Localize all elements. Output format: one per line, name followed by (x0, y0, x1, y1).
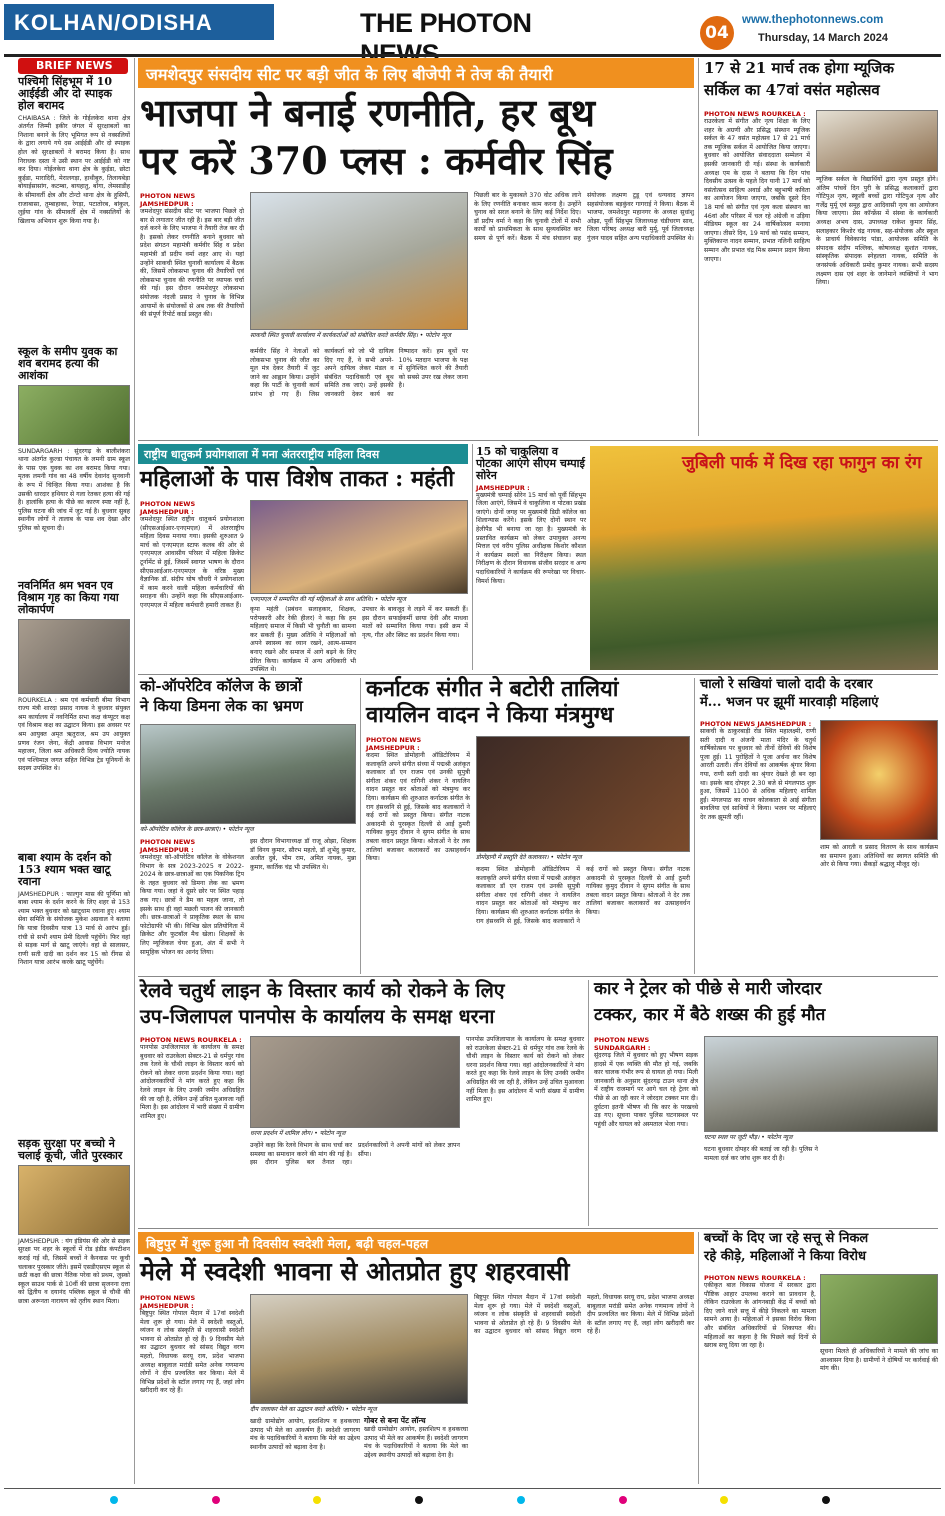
college-headline-line2: ने किया डिमना लेक का भ्रमण (140, 697, 303, 715)
womens-byline: PHOTON NEWS JAMSHEDPUR : (140, 500, 196, 516)
issue-date: Thursday, 14 March 2024 (758, 32, 889, 44)
music-photo (816, 110, 938, 172)
brief-story-4 (18, 852, 130, 1135)
violin-headline-line2: वायलिन वादन ने किया मंत्रमुग्ध (366, 702, 614, 728)
womens-body-2: कृपा महंती (प्रबंधन सलाहकार, शिक्षक, परोपकारी और रेकी हीलर) ने कहा कि हम महिलाएं समाज में किसी भी चुनौती का सामना कर सकती हैं। मुख्य अतिथि ने महिलाओं को अपने स्वास्थ्य का ध्यान रखने, आत्म-सम्मान बनाए रखने और समाज में आगे बढ़ने के लिए प्रेरित किया। कार्यक्रम में अन्य अधिकारी भी उपस्थित थे। (250, 606, 356, 674)
swadeshi-body-2: खादी ग्रामोद्योग आयोग, हस्तशिल्प व हथकरघा उत्पाद भी मेले का आकर्षण हैं। स्वदेशी जागरण मंच के पदाधिकारियों ने बताया कि मेले का उद्देश्य स्थानीय उत्पादों को बढ़ावा देना है। (250, 1418, 360, 1451)
brief-news-label: BRIEF NEWS (36, 59, 113, 72)
music-col1 (704, 110, 810, 424)
accident-photo-caption: घटना स्थल पर जुटी भीड़। • फोटोन न्यूज (704, 1134, 938, 1142)
brief-story-1 (18, 76, 130, 335)
womens-divider (472, 444, 473, 670)
reg-dot-magenta-2 (619, 1496, 627, 1504)
reg-dot-black-2 (822, 1496, 830, 1504)
swadeshi-body: बिष्टुपुर स्थित गोपाल मैदान में 17वां स्वदेशी मेला शुरू हो गया। मेले में स्वदेशी वस्तुओं, व्यंजन व लोक संस्कृति से शहरवासी स्वदेशी भावना से ओतप्रोत हो रहे हैं। 9 दिवसीय मेले का उद्घाटन बुधवार को सांसद विद्युत वरण महतो, विधायक सरयू राय, प्रदेश भाजपा अध्यक्ष बाबूलाल मरांडी समेत अनेक गणमान्य लोगों ने दीप प्रज्वलित कर किया। मेले में विभिन्न प्रदेशों के स्टॉल लगाए गए हैं, जहां लोग खरीदारी कर रहे हैं। (140, 1310, 244, 1395)
railway-col1 (140, 1036, 244, 1228)
brief-story-1-headline: पश्चिमी सिंहभूम में 10 आईईडी और दो स्पाइक होल बरामद (18, 75, 112, 112)
womens-headline: महिलाओं के पास विशेष ताकत : महंती (140, 466, 455, 492)
lead-photo (250, 192, 468, 330)
brief-story-3-photo (18, 619, 130, 694)
dadi-photo (820, 720, 938, 840)
brief-story-5-body: JAMSHEDPUR : यंग इंडियंस की ओर से सड़क सुरक्षा पर शहर के स्कूलों में रोड इंडीड कंपटीशन कराई गई थी, जिसमें बच्चों ने कैनवास पर कूची चलाकर पुरस्कार जीते। इसमें एसडीएसएम स्कूल से छठी कक्षा की छात्रा नैतिक परेवा को प्रथम, जुस्को स्कूल साउथ पार्क से 10वीं की छात्रा सृजनना दत्ता को द्वितीय व दयानंद पब्लिक स्कूल से चौथी की छात्रा अरूनता नारायण को तृतीय स्थान मिला। (18, 1237, 130, 1305)
lead-byline: PHOTON NEWS JAMSHEDPUR : (140, 192, 196, 208)
brief-story-3 (18, 580, 130, 847)
womens-body-1: जमशेदपुर स्थित राष्ट्रीय धातुकर्म प्रयोगशाला (सीएसआईआर-एनएमएल) में अंतरराष्ट्रीय महिला दिवस मनाया गया। इसकी शुरुआत 9 मार्च को एनएमएल स्टाफ कलब की ओर से एनएमएल आवासीय परिसर में महिला क्रिकेट टूर्नामेंट से हुई, जिसमें स्वागत भाषण के दौरान सीएसआईआर-एनएमएल के वरिष्ठ मुख्य वैज्ञानिक डॉ. संदीप घोष चौधरी ने प्रयोगशाला में काम करने वाली महिला कर्मचारियों की सराहना की। उन्होंने कहा कि सीएसआईआर-एनएमएल में महिला कर्मचारी हमारी ताकत हैं। (140, 516, 244, 609)
lead-body-3: कर्मवीर सिंह ने नेताओं को लोकसभा चुनाव की जीत का मूल मंत्र देकर तैयारी में जुट जाने का आह्वान किया। उन्होंने कहा कि पार्टी के चुनावी कार्य प्रारंभ हो गए हैं। जिस कार्यकर्ता को जो भी दायित्व दिए गए हैं, वे सभी अपने-अपने दायित्व लेकर मंडल व संबंधित पदाधिकारी एवं बूथ समिति तक जाएं। उन्हें इसकी जानकारी देकर कार्य का निष्पादन करें। हम बूथों पर 10% मतदान भाजपा के पक्ष में सुनिश्चित करने की तैयारी को सबसे उपर रख लेकर जाना है। (250, 348, 468, 398)
railway-body: पानपोस उपजिलापाल के कार्यालय के समक्ष बुधवार को राउरकेला सेक्टर-21 से धर्मपुर गांव तक रेलवे के चौथी लाइन के विस्तार कार्य को रोकने को लेकर धरना प्रदर्शन किया गया। वहां आंदोलनकारियों ने मांग करते हुए कहा कि रेलवे लाइन के लिए उनकी जमीन अधिग्रहित की जा रही है, लेकिन उन्हें उचित मुआवजा नहीं मिला है। इस आंदोलन में भारी संख्या में ग्रामीण शामिल हुए। (140, 1044, 244, 1120)
railway-body-3: पानपोस उपजिलापाल के कार्यालय के समक्ष बुधवार को राउरकेला सेक्टर-21 से धर्मपुर गांव तक रेलवे के चौथी लाइन के विस्तार कार्य को रोकने को लेकर धरना प्रदर्शन किया गया। वहां आंदोलनकारियों ने मांग करते हुए कहा कि रेलवे लाइन के लिए उनकी जमीन अधिग्रहित की जा रही है, लेकिन उन्हें उचित मुआवजा नहीं मिला है। इस आंदोलन में भारी संख्या में ग्रामीण शामिल हुए। (466, 1036, 584, 1104)
accident-byline: PHOTON NEWS SUNDARGARH : (594, 1036, 651, 1052)
sattu-body-2: सूचना मिलते ही अधिकारियों ने मामले की जांच का आश्वासन दिया है। ग्रामीणों ने दोषियों पर कार्रवाई की मांग की। (820, 1348, 938, 1373)
college-col1 (140, 838, 244, 978)
college-photo (140, 724, 356, 824)
masthead-title: THE PHOTON (360, 8, 532, 38)
railway-photo-caption: धरना प्रदर्शन में शामिल लोग। • फोटोन न्यूज (250, 1130, 460, 1138)
accident-headline-line2: टक्कर, कार में बैठे शख्स की हुई मौत (594, 1005, 826, 1025)
swadeshi-headline: मेले में स्वदेशी भावना से ओतप्रोत हुए शहरवासी (140, 1257, 570, 1286)
swadeshi-divider (698, 1232, 699, 1484)
womens-photo (250, 500, 468, 594)
section-rule-2 (138, 674, 938, 675)
music-body-2: म्यूजिक सर्कल के विद्यार्थियों द्वारा नृत्य प्रस्तुत होंगे। अंतिम पांचवें दिन पुरी के प्रसिद्ध कलाकारों द्वारा गोटिपुअ नृत्य, स्कूली बच्चों द्वारा गोटिपुअ नृत्य और गर्जेंद्र मुर्मू एवं समूह द्वारा आदिवासी नृत्य का आयोजन किया जाएगा। प्रेस कॉन्फ्रेंस में संस्था के कार्यकारी अध्यक्ष अभय दास, उपाध्यक्ष राकेश कुमार सिंह, सलाहकार किशोर चंद्र नायक, सह-संयोजक और स्कूल के प्राचार्य विवेकानंद पांडा, आयोजक समिति के संपादक संदीप मल्लिक, कोषाध्यक्ष सुशांत नायक, सांस्कृतिक संपादक स्नेहलता नायक, समिति के जनसंपर्क अधिकारी प्रमोद कुमार नायक। सभी सदस्य लक्ष्मण दास एवं शहर के जानेमाने व्यक्तियों ने भाग लिया। (816, 176, 938, 287)
sattu-headline-line2: रहे कीड़े, महिलाओं ने किया विरोध (704, 1249, 866, 1264)
lead-headline-line1: भाजपा ने बनाई रणनीति, हर बूथ (140, 90, 596, 135)
brief-story-2-headline: स्कूल के समीप युवक का शव बरामद हत्या की आशंका (18, 345, 118, 382)
lead-kicker (138, 58, 694, 88)
accident-col1 (594, 1036, 698, 1236)
champai-byline: JAMSHEDPUR : (476, 483, 530, 492)
accident-body-2: घटना बुधवार दोपहर की बताई जा रही है। पुलिस ने मामला दर्ज कर जांच शुरू कर दी है। (704, 1146, 818, 1162)
brief-story-2-body: SUNDARGARH : सुंदरगढ़ के बालीशंकरा थाना अंतर्गत कुल्डा पंचायत के लमनी ग्राम स्कूल के पास एक युवक का शव बरामद किया गया। मृतक लमनी गांव का 48 वर्षीय देवानंद सुनवानी के रूप में चिन्हित किया गया। आशंका है कि उसकी धारदार हथियार से गला रेतकर हत्या की गई है। हालांकि हत्या के पीछे का कारण स्पष्ट नहीं है, पुलिस घटना की जांच में जुट गई है। बुधवार सुबह स्थानीय लोगों ने तालाब के पास शव देखा और पुलिस को सूचना दी। (18, 447, 130, 532)
brief-story-2 (18, 346, 130, 590)
railway-byline: PHOTON NEWS ROURKELA : (140, 1036, 242, 1044)
sattu-body: एकीकृत बाल विकास योजना में सरकार द्वारा पौष्टिक आहार उपलब्ध कराने का प्रावधान है, लेकिन राउरकेला के आंगनबाड़ी केंद्र में बच्चों को दिए जाने वाले सत्तू में कीड़े निकलने का मामला सामने आया है। महिलाओं ने इसका विरोध किया और संबंधित अधिकारियों से शिकायत की। महिलाओं का कहना है कि पिछले कई दिनों से खराब सत्तू दिया जा रहा है। (704, 1282, 816, 1350)
jubilee-photo (590, 446, 938, 670)
sattu-headline-line1: बच्चों के दिए जा रहे सत्तू से निकल (704, 1231, 869, 1246)
registration-marks (110, 1496, 830, 1506)
violin-divider (694, 678, 695, 974)
champai-headline: 15 को चाकुलिया व पोटका आएंगे सीएम चम्पाई सोरेन (476, 445, 585, 482)
reg-dot-cyan (110, 1496, 118, 1504)
swadeshi-kicker-text: बिष्टुपुर में शुरू हुआ नौ दिवसीय स्वदेशी मेला, बढ़ी चहल-पहल (146, 1236, 429, 1251)
womens-photo-caption: एनएमएल में सम्मानित की गई महिलाओं के साथ अतिथि। • फोटोन न्यूज (250, 596, 468, 604)
lead-col1 (140, 192, 244, 448)
lead-photo-caption: साकची स्थित चुनावी कार्यालय में कार्यकर्ताओं को संबोधित करते कर्मवीर सिंह। • फोटोन न्यूज (250, 332, 468, 340)
lead-kicker-text: जमशेदपुर संसदीय सीट पर बड़ी जीत के लिए बीजेपी ने तेज की तैयारी (146, 65, 553, 84)
dadi-col1 (700, 720, 816, 970)
college-headline-line1: को-ऑपरेटिव कॉलेज के छात्रों (140, 677, 302, 695)
brief-story-4-headline: बाबा श्याम के दर्शन को 153 श्याम भक्त खाटू रवाना (18, 851, 112, 888)
reg-dot-cyan-2 (517, 1496, 525, 1504)
womens-kicker (138, 444, 468, 464)
swadeshi-col1 (140, 1294, 244, 1486)
railway-photo (250, 1036, 460, 1128)
sattu-photo (820, 1274, 938, 1344)
section-label-text: KOLHAN/ODISHA (14, 10, 213, 35)
footer-rule (4, 1488, 941, 1489)
masthead-rule (4, 54, 941, 57)
college-photo-caption: को-ऑपरेटिव कॉलेज के छात्र-छात्राएं। • फोटोन न्यूज (140, 826, 356, 834)
brief-story-4-body: JAMSHEDPUR : फाल्गुन मास की पूर्णिमा को बाबा श्याम के दर्शन करने के लिए शहर से 153 श्याम भक्त बुधवार को खाटूधाम रवाना हुए। श्याम सेवा समिति के संयोजक मुकेश अग्रवाल ने बताया कि यात्रा दिवसीय यात्रा 13 मार्च से आरंभ हुई। रांची से सभी श्याम प्रेमी दिल्ली पहुंचेंगे। फिर वहां से सड़क मार्ग से खाटू जाएंगे। वहां से सालासर, राणी सती दादी का दर्शन कर 15 को रींगस से निशान यात्रा आरंभ करके खाटू पहुंचेंगे। (18, 890, 130, 967)
brief-story-5 (18, 1138, 130, 1468)
college-divider (360, 678, 361, 974)
lead-body-1: जमशेदपुर संसदीय सीट पर भाजपा पिछले दो बार से लगातार जीत रही है। इस बार बड़ी जीत दर्ज करने के लिए भाजपा ने तैयारी तेज कर दी है। इसको लेकर रणनीति बनाने बुधवार को प्रदेश संगठन महामंत्री कर्मवीर सिंह व प्रदेश महामंत्री डॉ प्रदीप वर्मा शहर आए थे। यहां उन्होंने साकची स्थित चुनावी कार्यालय में बैठक की, जिसमें लोकसभा चुनाव की तैयारियों एवं लोकसभा चुनाव की रणनीति पर व्यापक चर्चा की गई। इस दौरान जमशेदपुर लोकसभा संयोजक नंदजी प्रसाद ने चुनाव के विभिन्न आयामों के संयोजकों से अब तक की तैयारियों की संपूर्ण रिपोर्ट कार्ड प्रस्तुत की। (140, 208, 244, 319)
violin-photo-caption: डोमोहानी में प्रस्तुति देते कलाकार। • फोटोन न्यूज (476, 854, 690, 862)
dadi-body: साकची के ठाकुरबाड़ी रोड स्थित महालक्ष्मी, राणी सती दादी व अंजनी माता मंदिर के चतुर्थ वार्षिकोत्सव पर बुधवार को तीनों देवियों की विशेष पूजा हुई। 11 पुरोहितों ने पूजा अर्चना कर विशेष आरती उतारी। तीन देवियों का आकर्षक श्रृंगार किया गया, राणी सती दादी का श्रृंगार देखते ही बन रहा था। इसके बाद दोपहर 2.30 बजे से मंगलपाठ शुरू हुआ, जिसमें 1100 से अधिक महिलाएं शामिल हुईं। मंगलपाठ का वाचन कोलकाता से आई संगीता बावलिया एवं साथियों ने किया। भजन पर महिलाएं देर तक झूमती रहीं। (700, 728, 816, 821)
section-rule-3 (138, 976, 938, 977)
college-byline: PHOTON NEWS JAMSHEDPUR : (140, 838, 196, 854)
college-body-1: जमशेदपुर को-ऑपरेटिव कॉलेज के वोकेशनल विभाग के सत्र 2023-2025 व 2022-2024 के छात्र-छात्राओं का एक पिकनिक ट्रिप के तहत बुधवार को डिमना लेक का भ्रमण किया गया। जहां वे दूसरे छोर पर स्थित पहाड़ तक गए। छात्रों ने डैम का महत्व जाना, तो इसके साथ ही वहां मछली पालन की जानकारी ली। छात्र-छात्राओं ने प्राकृतिक स्थल के साथ फोटोग्राफी भी की। विभिन्न खेल प्रतियोगिता में क्रिकेट और फुटबॉल मैच खेला। शिक्षकों के लिए म्यूजिकल चेयर हुआ, अंत में सभी ने सामूहिक भोजन का आनंद लिया। (140, 854, 244, 956)
railway-body-2: उन्होंने कहा कि रेलवे विभाग के साथ चर्चा कर समस्या का समाधान करने की मांग की गई है। इस दौरान पुलिस बल तैनात रहा। प्रदर्शनकारियों ने अपनी मांगों को लेकर ज्ञापन सौंपा। (250, 1142, 460, 1167)
sattu-byline: PHOTON NEWS ROURKELA : (704, 1274, 806, 1282)
college-body-2: इस दौरान विभागाध्यक्ष डॉ राजू ओझा, शिक्षक डॉ विनय कुमार, सौरभ महतो, डॉ शुभेंदु कुमार, अजीत दुबे, भीम राम, अमित नायक, मुन्ना कुमार, कार्तिक चंद्र भी उपस्थित थे। (250, 838, 356, 871)
womens-col1 (140, 500, 244, 680)
accident-headline-line1: कार ने ट्रेलर को पीछे से मारी जोरदार (594, 979, 822, 999)
accident-photo (704, 1036, 938, 1132)
brief-story-5-photo (18, 1165, 130, 1235)
lead-headline-line2: पर करें 370 प्लस : कर्मवीर सिंह (140, 138, 613, 183)
page-number: 04 (705, 23, 729, 43)
swadeshi-subhead-body: खादी ग्रामोद्योग आयोग, हस्तशिल्प व हथकरघा उत्पाद भी मेले का आकर्षण हैं। स्वदेशी जागरण मंच के पदाधिकारियों ने बताया कि मेले का उद्देश्य स्थानीय उत्पादों को बढ़ावा देना है। (364, 1426, 468, 1459)
dadi-body-2: शाम को आरती व प्रसाद वितरण के साथ कार्यक्रम का समापन हुआ। अतिथियों का स्वागत समिति की ओर से किया गया। सैकड़ों श्रद्धालु मौजूद रहे। (820, 844, 938, 869)
sattu-col1 (704, 1274, 816, 1478)
brief-story-5-headline: सड़क सुरक्षा पर बच्चो ने चलाई कूची, जीते पुरस्कार (18, 1137, 123, 1162)
violin-photo (476, 736, 690, 852)
brief-story-3-headline: नवनिर्मित श्रम भवन एव विश्राम गृह का किया गया लोकार्पण (18, 579, 119, 616)
champai-body: मुख्यमंत्री चम्पाई सोरेन 15 मार्च को पूर्वी सिंहभूम जिला आएंगे, जिसमें वे चाकुलिया व पोटका प्रखंड जाएंगे। दोनों जगह पर मुख्यमंत्री डिग्री कॉलेज का शिलान्यास करेंगे। इसके लिए दोनों स्थान पर हेलीपैड भी बनाया जा रहा है। मुख्यमंत्री के प्रस्तावित कार्यक्रम को लेकर उपायुक्त अनन्य मित्तल एवं वरीय पुलिस अधीक्षक किशोर कौशल ने कार्यक्रम स्थलों का निरीक्षण किया। स्थल निरीक्षण के दौरान विधायक संजीव सरदार व अन्य पदाधिकारियों ने कार्यक्रम की रूपरेखा पर विचार-विमर्श किया। (476, 491, 586, 585)
swadeshi-subhead: गोबर से बना पेंट लॉन्च (364, 1416, 426, 1425)
swadeshi-kicker (138, 1232, 694, 1254)
music-byline: PHOTON NEWS ROURKELA : (704, 110, 806, 118)
reg-dot-yellow-2 (720, 1496, 728, 1504)
website-link[interactable]: www.thephotonnews.com (742, 14, 884, 26)
section-label (4, 4, 274, 40)
railway-divider (588, 980, 589, 1226)
accident-body: सुंदरगढ़ जिले में बुधवार को हुए भीषण सड़क हादसे में एक व्यक्ति की मौत हो गई, जबकि कार चालक गंभीर रूप से घायल हो गया। मिली जानकारी के अनुसार सुंदरगढ़ टाउन थाना क्षेत्र में राष्ट्रीय राजमार्ग पर आगे चल रहे ट्रेलर को पीछे से आ रही कार ने जोरदार टक्कर मार दी। दुर्घटना इतनी भीषण थी कि कार के परखच्चे उड़ गए। सूचना पाकर पुलिस घटनास्थल पर पहुंची और घायल को अस्पताल भेजा गया। (594, 1052, 698, 1128)
reg-dot-yellow (313, 1496, 321, 1504)
swadeshi-photo-caption: दीप जलाकर मेले का उद्घाटन करते अतिथि। • फोटोन न्यूज (250, 1406, 468, 1414)
railway-headline-line2: उप-जिलापल पानपोस के कार्यालय के समक्ष धरना (140, 1005, 495, 1028)
dadi-headline-line1: चालो रे सखियां चालो दादी के दरबार (700, 677, 873, 692)
page-number-badge (700, 16, 734, 50)
dadi-byline: PHOTON NEWS JAMSHEDPUR : (700, 720, 812, 728)
violin-byline: PHOTON NEWS JAMSHEDPUR : (366, 736, 422, 752)
violin-col1 (366, 736, 470, 978)
music-body-1: राउरकेला में संगीत और नृत्य शिक्षा के लिए शहर के अग्रणी और प्रसिद्ध संस्थान म्यूजिक सर्कल के 47 वसंत महोत्सव 17 से 21 मार्च तक म्यूजिक सर्कल में आयोजित किया जाएगा। बुधवार को आयोजित संवाददाता सम्मेलन में इसकी जानकारी दी गई। संस्था के कार्यकारी अध्यक्ष एम के दास ने बताया कि दिन पांच दिवसीय उत्सव के पहले दिन यानी 17 मार्च को वसंतोत्सव साहित्य अवार्ड और बहुभाषी कविता का आयोजन किया जाएगा, जबकि दूसरे दिन 18 मार्च को संगीत एवं नृत्य कला संस्थान का 46वां और परिसर में चल रहे अंग्रेजी व उड़िया मीडियम स्कूल का 24 वार्षिकोत्सव मनाया जाएगा। तीसरे दिन, 19 मार्च को पसंद सम्मान, मुक्तिकान्त नादन सम्मान, प्रभात नलिनी साहित्य सम्मान और प्रभात चंद्र मिश्र सम्मान प्रदान किया जाएगा। (704, 118, 810, 263)
section-rule-4 (138, 1228, 938, 1229)
brief-story-1-body: CHAIBASA : जिले के गोईलकेरा थाना क्षेत्र अंतर्गत जिम्मी इकीर जंगल में सुरक्षाबलों का निशाना बनाने के लिए भूमिगत रूप से नक्सलियों के द्वारा लगाये गये दस आईईडी और दो स्पाइक होल को सुरक्षाबलों ने बरामद किया है। साथ निराधक दस्ता ने उसी स्थान पर आईईडी को नष्ट कर दिया। गोईलकेरा थाना क्षेत्र के कुईडा, छोटा कुईडा, मारादिरी, मेरालगड़ा, हाथीबुरु, तिलायबेड़ा बोयाईसासांग, कटम्बा, बायहातु, बोंगा, लेमसाडीह के सीमावर्ती क्षेत्र और टोन्टो थाना क्षेत्र के हुसिपी, राजाबासा, तुम्बाहाका, रेगड़ा, पटातोरब, बांकुल, लुईया गांव के सीमावर्ती क्षेत्र में नक्सलियों के खिलाफ अभियान शुरू किया गया है। (18, 114, 130, 225)
jubilee-headline: जुबिली पार्क में दिख रहा फागुन का रंग (682, 453, 922, 473)
music-headline-line2: सर्किल का 47वां वसंत महोत्सव (704, 81, 880, 99)
lead-body-2: पिछली बार के मुकाबले 370 वोट अधिक लाने के लिए रणनीति बनाकर काम करना है। उन्होंने चुनाव को सरल बनाने के लिए कई निर्देश दिए। डॉ प्रदीप वर्मा ने कहा कि चुनावी टोलों में सभी कार्यों को प्राथमिकता के साथ सुव्यवस्थित कर समय से पूर्ण करें। बैठक में मंच संचालन सह संयोजक लक्ष्मण टुडू एवं धन्यवाद ज्ञापन सहसंयोजक बड़कुंवर गागराई ने किया। बैठक में भाजपा, जमशेदपुर महानगर के अध्यक्ष सुधांशु ओझा, पूर्वी सिंहभूम जिलाध्यक्ष चंडीचरण साव, जिला परिषद अध्यक्ष बारी मुर्मू, पूर्व जिलाध्यक्ष गुंजन यादव सहित अन्य पदाधिकारी उपस्थित थे। (474, 192, 694, 242)
reg-dot-black (415, 1496, 423, 1504)
violin-body-cont: कदमा स्थित डोमोहानी ऑडिटोरियम में कलाकृति अपने संगीत संध्या में पद्मश्री अलंकृत कलाकार डॉ एन राजम एवं उनकी सुपुत्री संगीता शंकर एवं रागिनी शंकर ने वायलिन वादन प्रस्तुत कर श्रोताओं को मंत्रमुग्ध कर दिया। कार्यक्रम की शुरुआत कर्नाटक संगीत के राग हंसध्वनि से हुई, जिसके बाद कलाकारों ने कई रागों को प्रस्तुत किया। संगीत नाटक अकादमी से पुरस्कृत दिल्ली से आईं ठुमरी गायिका कुमुद दीवान ने सुगम संगीत के साथ तबला वादन प्रस्तुत किया। श्रोताओं ने देर तक तालियां बजाकर कलाकारों का उत्साहवर्धन किया। (476, 866, 690, 925)
womens-body-3: उपचार के बावजूद वे लड़ने में कर सकती हैं। इस दौरान सफाईकर्मी छाया देवी और माधवा मातों को सम्मानित किया गया। इसी क्रम में नृत्य, गीत और स्किट का प्रदर्शन किया गया। (362, 606, 468, 639)
violin-headline-line1: कर्नाटक संगीत ने बटोरी तालियां (366, 676, 619, 702)
violin-body: कदमा स्थित डोमोहानी ऑडिटोरियम में कलाकृति अपने संगीत संध्या में पद्मश्री अलंकृत कलाकार डॉ एन राजम एवं उनकी सुपुत्री संगीता शंकर एवं रागिनी शंकर ने वायलिन वादन प्रस्तुत कर श्रोताओं को मंत्रमुग्ध कर दिया। कार्यक्रम की शुरुआत कर्नाटक संगीत के राग हंसध्वनि से हुई, जिसके बाद कलाकारों ने कई रागों को प्रस्तुत किया। संगीत नाटक अकादमी से पुरस्कृत दिल्ली से आईं ठुमरी गायिका कुमुद दीवान ने सुगम संगीत के साथ तबला वादन प्रस्तुत किया। श्रोताओं ने देर तक तालियां बजाकर कलाकारों का उत्साहवर्धन किया। (366, 752, 470, 863)
brief-column-divider (134, 58, 135, 1484)
swadeshi-body-3: बिष्टुपुर स्थित गोपाल मैदान में 17वां स्वदेशी मेला शुरू हो गया। मेले में स्वदेशी वस्तुओं, व्यंजन व लोक संस्कृति से शहरवासी स्वदेशी भावना से ओतप्रोत हो रहे हैं। 9 दिवसीय मेले का उद्घाटन बुधवार को सांसद विद्युत वरण महतो, विधायक सरयू राय, प्रदेश भाजपा अध्यक्ष बाबूलाल मरांडी समेत अनेक गणमान्य लोगों ने दीप प्रज्वलित कर किया। मेले में विभिन्न प्रदेशों के स्टॉल लगाए गए हैं, जहां लोग खरीदारी कर रहे हैं। (474, 1294, 694, 1336)
railway-headline-line1: रेलवे चतुर्थ लाइन के विस्तार कार्य को रोकने के लिए (140, 979, 505, 1002)
right-column-divider (698, 58, 699, 436)
swadeshi-photo (250, 1294, 468, 1404)
champai-story (476, 446, 586, 654)
brief-news-tag (18, 58, 128, 74)
brief-story-2-photo (18, 385, 130, 445)
swadeshi-byline: PHOTON NEWS JAMSHEDPUR : (140, 1294, 196, 1310)
dadi-headline-line2: में... भजन पर झूमीं मारवाड़ी महिलाएं (700, 695, 879, 710)
reg-dot-magenta (212, 1496, 220, 1504)
brief-story-3-body: ROURKELA : श्रम एवं कर्मचारी बीमा विभाग राज्य मंत्री शारदा प्रसाद नायक ने बुधवार संयुक्त श्रम कार्यालय में नवनिर्मित सभा कक्ष कंप्यूटर कक्ष एवं विश्राम कक्ष का उद्घाटन किया। इस अवसर पर श्रम आयुक्त अमृत ऋतुराज, श्रम उप आयुक्त प्रणव रंजन जेना, केंद्री आवास विभाग मनोज महाजन, जिला श्रम अधिकारी दिव्य ज्योति नायक एवं पश्चिमाज्ञ जगत सहित विभिन्न ट्रेड यूनियनों के सदस्य उपस्थित थे। (18, 696, 130, 773)
music-headline-line1: 17 से 21 मार्च तक होगा म्यूजिक (704, 59, 894, 77)
womens-kicker-text: राष्ट्रीय धातुकर्म प्रयोगशाला में मना अंतरराष्ट्रीय महिला दिवस (144, 448, 380, 461)
swadeshi-subhead-box (364, 1416, 468, 1478)
section-rule-1 (138, 440, 938, 441)
